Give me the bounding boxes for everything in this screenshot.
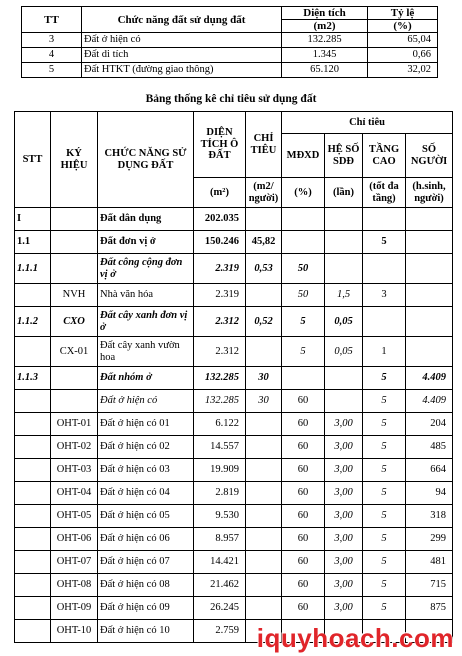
cell-floors <box>363 208 406 231</box>
cell-mdxd <box>282 367 325 390</box>
cell-hsd <box>325 254 363 284</box>
cell-ind <box>246 505 282 528</box>
cell-mdxd: 50 <box>282 254 325 284</box>
cell-ratio: 0,66 <box>368 48 438 63</box>
cell-name: Đất nhóm ở <box>98 367 194 390</box>
cell-area: 21.462 <box>194 574 246 597</box>
cell-floors <box>363 254 406 284</box>
cell-code <box>51 208 98 231</box>
unit-mdxd: (%) <box>282 178 325 208</box>
header-stt: STT <box>15 112 51 208</box>
cell-mdxd: 60 <box>282 436 325 459</box>
cell-floors: 5 <box>363 574 406 597</box>
cell-area: 2.319 <box>194 254 246 284</box>
cell-mdxd: 60 <box>282 482 325 505</box>
table-row <box>22 63 438 78</box>
cell-name: Đất HTKT (đường giao thông) <box>82 63 282 78</box>
cell-people <box>406 284 453 307</box>
cell-ind <box>246 574 282 597</box>
cell-people: 204 <box>406 413 453 436</box>
cell-name: Đất ở hiện có 01 <box>98 413 194 436</box>
cell-people <box>406 254 453 284</box>
table-row <box>15 367 453 390</box>
header-function: Chức năng đất sử dụng đất <box>82 7 282 33</box>
cell-hsd: 3,00 <box>325 574 363 597</box>
cell-floors <box>363 307 406 337</box>
header-floors: TẦNG CAO <box>363 134 406 178</box>
cell-hsd <box>325 208 363 231</box>
cell-ind <box>246 482 282 505</box>
cell-people <box>406 208 453 231</box>
cell-code: OHT-01 <box>51 413 98 436</box>
cell-mdxd: 5 <box>282 307 325 337</box>
cell-hsd <box>325 231 363 254</box>
cell-mdxd: 60 <box>282 459 325 482</box>
cell-name: Đất ở hiện có 07 <box>98 551 194 574</box>
cell-stt <box>15 551 51 574</box>
cell-mdxd: 60 <box>282 597 325 620</box>
header-area: Diện tích <box>282 7 368 20</box>
cell-name: Đất ở hiện có 10 <box>98 620 194 643</box>
cell-stt <box>15 620 51 643</box>
cell-stt: I <box>15 208 51 231</box>
cell-floors: 1 <box>363 337 406 367</box>
cell-ind <box>246 597 282 620</box>
cell-code: OHT-04 <box>51 482 98 505</box>
cell-hsd: 3,00 <box>325 459 363 482</box>
table-row <box>15 505 453 528</box>
table-row <box>15 208 453 231</box>
cell-mdxd: 60 <box>282 413 325 436</box>
cell-hsd: 3,00 <box>325 436 363 459</box>
cell-floors: 5 <box>363 459 406 482</box>
cell-code: OHT-02 <box>51 436 98 459</box>
cell-people <box>406 337 453 367</box>
unit-floors: (tốt đa tầng) <box>363 178 406 208</box>
cell-ind <box>246 551 282 574</box>
cell-people: 94 <box>406 482 453 505</box>
cell-code: OHT-08 <box>51 574 98 597</box>
cell-area: 2.319 <box>194 284 246 307</box>
cell-people: 299 <box>406 528 453 551</box>
cell-floors: 5 <box>363 367 406 390</box>
cell-mdxd: 60 <box>282 574 325 597</box>
cell-floors: 5 <box>363 528 406 551</box>
table-row <box>15 482 453 505</box>
cell-name: Đất ở hiện có 02 <box>98 436 194 459</box>
unit-indicator: (m2/ người) <box>246 178 282 208</box>
unit-area: (m²) <box>194 178 246 208</box>
table-row <box>15 337 453 367</box>
cell-name: Đất cây xanh đơn vị ở <box>98 307 194 337</box>
table-title: Bảng thống kê chỉ tiêu sử dụng đất <box>145 93 317 105</box>
cell-area: 132.285 <box>194 390 246 413</box>
cell-name: Đất ở hiện có <box>82 33 282 48</box>
cell-name: Đất công cộng đơn vị ở <box>98 254 194 284</box>
cell-stt: 1.1.1 <box>15 254 51 284</box>
cell-mdxd: 60 <box>282 551 325 574</box>
cell-code: CX-01 <box>51 337 98 367</box>
cell-floors: 5 <box>363 597 406 620</box>
header-code: KÝ HIỆU <box>51 112 98 208</box>
cell-stt <box>15 482 51 505</box>
cell-hsd: 3,00 <box>325 597 363 620</box>
cell-hsd: 3,00 <box>325 551 363 574</box>
cell-ind <box>246 284 282 307</box>
cell-hsd: 3,00 <box>325 413 363 436</box>
cell-hsd: 1,5 <box>325 284 363 307</box>
table-row <box>22 48 438 63</box>
table-row <box>15 597 453 620</box>
header-function: CHỨC NĂNG SỬ DỤNG ĐẤT <box>98 112 194 208</box>
cell-ind <box>246 413 282 436</box>
cell-name: Đất dân dụng <box>98 208 194 231</box>
cell-area: 2.759 <box>194 620 246 643</box>
cell-name: Đất ở hiện có 03 <box>98 459 194 482</box>
cell-floors: 5 <box>363 482 406 505</box>
cell-ind <box>246 208 282 231</box>
cell-mdxd: 60 <box>282 528 325 551</box>
cell-code <box>51 367 98 390</box>
cell-ind <box>246 528 282 551</box>
cell-ind <box>246 337 282 367</box>
cell-stt <box>15 574 51 597</box>
land-use-indicator-table <box>14 111 453 643</box>
cell-floors: 3 <box>363 284 406 307</box>
cell-name: Đất ở hiện có 08 <box>98 574 194 597</box>
table-row <box>15 390 453 413</box>
cell-people: 4.409 <box>406 390 453 413</box>
table-row <box>15 284 453 307</box>
header-people: SỐ NGƯỜI <box>406 134 453 178</box>
cell-people: 481 <box>406 551 453 574</box>
table-row <box>15 551 453 574</box>
cell-mdxd: 5 <box>282 337 325 367</box>
table-row <box>15 528 453 551</box>
cell-area: 1.345 <box>282 48 368 63</box>
land-use-summary-table <box>21 6 438 78</box>
cell-hsd <box>325 390 363 413</box>
cell-area: 6.122 <box>194 413 246 436</box>
cell-code: OHT-03 <box>51 459 98 482</box>
cell-area: 150.246 <box>194 231 246 254</box>
cell-area: 8.957 <box>194 528 246 551</box>
cell-hsd: 0,05 <box>325 307 363 337</box>
cell-people: 664 <box>406 459 453 482</box>
cell-ind: 0,52 <box>246 307 282 337</box>
cell-name: Đất ở hiện có 09 <box>98 597 194 620</box>
cell-ratio: 65,04 <box>368 33 438 48</box>
cell-stt: 1.1.3 <box>15 367 51 390</box>
cell-code: OHT-09 <box>51 597 98 620</box>
cell-hsd: 3,00 <box>325 505 363 528</box>
cell-mdxd <box>282 208 325 231</box>
cell-hsd <box>325 367 363 390</box>
cell-stt <box>15 337 51 367</box>
cell-name: Đất ở hiện có 04 <box>98 482 194 505</box>
unit-people: (h.sinh, người) <box>406 178 453 208</box>
cell-floors: 5 <box>363 413 406 436</box>
cell-area: 26.245 <box>194 597 246 620</box>
unit-hsd: (lần) <box>325 178 363 208</box>
cell-code: OHT-06 <box>51 528 98 551</box>
cell-stt <box>15 459 51 482</box>
cell-people <box>406 307 453 337</box>
cell-mdxd: 50 <box>282 284 325 307</box>
cell-stt <box>15 284 51 307</box>
header-indicator: CHỈ TIÊU <box>246 112 282 178</box>
table-row <box>15 413 453 436</box>
cell-name: Đất ở hiện có 05 <box>98 505 194 528</box>
cell-area: 132.285 <box>194 367 246 390</box>
header-mdxd: MĐXD <box>282 134 325 178</box>
cell-people: 485 <box>406 436 453 459</box>
cell-ind: 45,82 <box>246 231 282 254</box>
cell-stt <box>15 413 51 436</box>
table-row <box>15 459 453 482</box>
cell-people <box>406 231 453 254</box>
cell-people: 4.409 <box>406 367 453 390</box>
cell-hsd: 0,05 <box>325 337 363 367</box>
cell-tt: 3 <box>22 33 82 48</box>
cell-ind <box>246 436 282 459</box>
cell-floors: 5 <box>363 231 406 254</box>
cell-stt <box>15 505 51 528</box>
cell-area: 2.312 <box>194 337 246 367</box>
cell-code <box>51 390 98 413</box>
header-tt: TT <box>22 7 82 33</box>
cell-tt: 4 <box>22 48 82 63</box>
cell-hsd: 3,00 <box>325 482 363 505</box>
table-row <box>22 33 438 48</box>
table-row <box>15 574 453 597</box>
cell-code: OHT-05 <box>51 505 98 528</box>
cell-name: Đất đơn vị ở <box>98 231 194 254</box>
table-row <box>15 307 453 337</box>
cell-area: 14.421 <box>194 551 246 574</box>
cell-area: 19.909 <box>194 459 246 482</box>
cell-ind: 30 <box>246 390 282 413</box>
header-area: DIỆN TÍCH Ô ĐẤT <box>194 112 246 178</box>
cell-tt: 5 <box>22 63 82 78</box>
cell-name: Nhà văn hóa <box>98 284 194 307</box>
cell-area: 2.819 <box>194 482 246 505</box>
cell-people: 715 <box>406 574 453 597</box>
cell-floors: 5 <box>363 390 406 413</box>
header-hsd: HỆ SỐ SDĐ <box>325 134 363 178</box>
cell-area: 202.035 <box>194 208 246 231</box>
cell-ind: 0,53 <box>246 254 282 284</box>
cell-mdxd: 60 <box>282 390 325 413</box>
cell-code: OHT-07 <box>51 551 98 574</box>
cell-stt <box>15 436 51 459</box>
cell-people: 318 <box>406 505 453 528</box>
cell-name: Đất ở hiện có 06 <box>98 528 194 551</box>
cell-hsd: 3,00 <box>325 528 363 551</box>
cell-stt <box>15 390 51 413</box>
table-row <box>15 436 453 459</box>
cell-area: 132.285 <box>282 33 368 48</box>
cell-area: 2.312 <box>194 307 246 337</box>
watermark-logo: iquyhoach.com <box>256 623 454 653</box>
header-ratio: Tỷ lệ <box>368 7 438 20</box>
cell-ind: 30 <box>246 367 282 390</box>
cell-stt <box>15 528 51 551</box>
cell-name: Đất di tích <box>82 48 282 63</box>
cell-mdxd: 60 <box>282 505 325 528</box>
cell-stt: 1.1 <box>15 231 51 254</box>
cell-area: 9.530 <box>194 505 246 528</box>
cell-code: OHT-10 <box>51 620 98 643</box>
cell-area: 14.557 <box>194 436 246 459</box>
cell-code <box>51 254 98 284</box>
cell-people: 875 <box>406 597 453 620</box>
cell-ind <box>246 459 282 482</box>
cell-code <box>51 231 98 254</box>
cell-name: Đất ở hiện có <box>98 390 194 413</box>
table-row <box>15 231 453 254</box>
cell-floors: 5 <box>363 505 406 528</box>
header-area-unit: (m2) <box>282 20 368 33</box>
header-indicator-group: Chỉ tiêu <box>282 112 453 134</box>
header-ratio-unit: (%) <box>368 20 438 33</box>
cell-stt <box>15 597 51 620</box>
cell-floors: 5 <box>363 551 406 574</box>
cell-name: Đất cây xanh vườn hoa <box>98 337 194 367</box>
table-row <box>15 254 453 284</box>
cell-code: NVH <box>51 284 98 307</box>
cell-mdxd <box>282 231 325 254</box>
cell-code: CXO <box>51 307 98 337</box>
cell-floors: 5 <box>363 436 406 459</box>
cell-stt: 1.1.2 <box>15 307 51 337</box>
cell-ratio: 32,02 <box>368 63 438 78</box>
cell-area: 65.120 <box>282 63 368 78</box>
